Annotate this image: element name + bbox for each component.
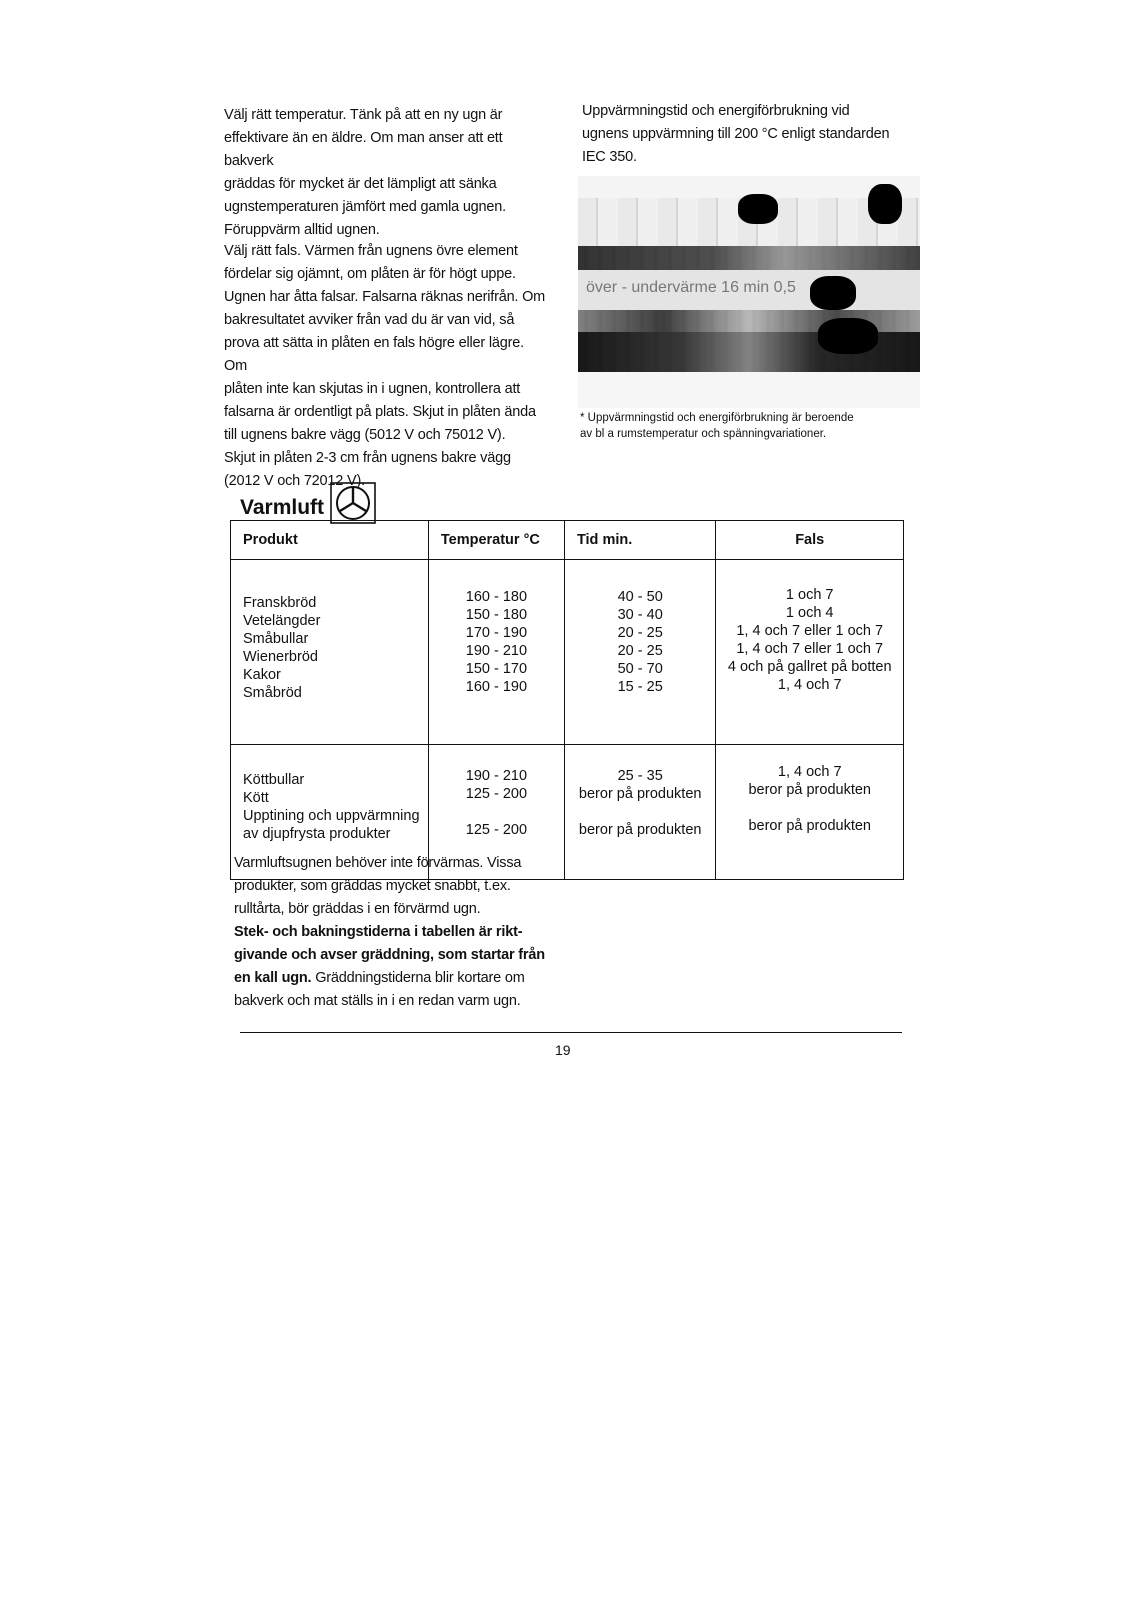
page-number: 19 (555, 1042, 571, 1058)
temp-value: 190 - 210 (465, 768, 528, 784)
fals-value: 1, 4 och 7 eller 1 och 7 (736, 623, 884, 639)
text-line: prova att sätta in plåten en fals högre eller lägre. Om (224, 335, 524, 374)
footnote-line: av bl a rumstemperatur och spänningvariationer. (580, 428, 827, 440)
product-name: Wienerbröd (243, 649, 318, 665)
product-name: Köttbullar (243, 772, 305, 788)
temp-value: 125 - 200 (465, 822, 528, 838)
temp-value: 160 - 180 (465, 589, 528, 605)
section-title: Varmluft (240, 496, 325, 519)
product-name: Kakor (243, 667, 281, 683)
time-value: 50 - 70 (617, 661, 663, 677)
heating-time-intro (582, 100, 914, 169)
temp-value: 190 - 210 (465, 643, 528, 659)
footnote (580, 410, 916, 442)
noise-blob (868, 184, 902, 224)
fals-value: 1 och 4 (785, 605, 834, 621)
text-line: (2012 V och 72012 V). (224, 473, 365, 489)
noise-blob (738, 194, 778, 224)
header-time: Tid min. (564, 521, 716, 560)
fals-cell (716, 568, 904, 745)
header-product: Produkt (231, 521, 429, 560)
text-line: fördelar sig ojämnt, om plåten är för högt uppe. (224, 266, 516, 282)
text-line: Uppvärmningstid och energiförbrukning vid (582, 103, 850, 119)
text-fragment: Gräddningstiderna blir kortare om (311, 970, 525, 986)
table-spacer-row (231, 560, 904, 569)
text-line: bakverk och mat ställs in i en redan varm ugn. (234, 993, 521, 1009)
header-temperature: Temperatur °C (428, 521, 564, 560)
text-line: Skjut in plåten 2-3 cm från ugnens bakre vägg (224, 450, 511, 466)
spacer-cell (564, 560, 716, 569)
temps-cell (428, 568, 564, 745)
rack-position-advice (224, 240, 550, 493)
temperature-advice (224, 104, 548, 242)
noise-blob (810, 276, 856, 310)
product-name: Småbullar (243, 631, 309, 647)
header-fals: Fals (716, 521, 904, 560)
fan-icon (330, 482, 376, 524)
products-cell (231, 568, 429, 745)
noise-blob (818, 318, 878, 354)
temp-value: 150 - 170 (465, 661, 528, 677)
obscured-energy-table (578, 176, 920, 408)
temp-value: 150 - 180 (465, 607, 528, 623)
fals-value: beror på produkten (748, 818, 871, 834)
footer-divider (240, 1032, 902, 1033)
text-line: Varmluftsugnen behöver inte förvärmas. Vissa (234, 855, 522, 871)
noise-band (578, 372, 920, 408)
product-name: Franskbröd (243, 595, 317, 611)
temp-value: 125 - 200 (465, 786, 528, 802)
text-line: effektivare än en äldre. Om man anser att ett bakverk (224, 130, 503, 169)
fals-value: 1, 4 och 7 eller 1 och 7 (736, 641, 884, 657)
fals-value: 4 och på gallret på botten (727, 659, 892, 675)
product-name: Småbröd (243, 685, 302, 701)
times-cell (564, 745, 716, 880)
spacer-cell (231, 560, 429, 569)
text-line: bakresultatet avviker från vad du är van vid, så (224, 312, 515, 328)
time-value: 15 - 25 (617, 679, 663, 695)
text-line: Välj rätt fals. Värmen från ugnens övre element (224, 243, 518, 259)
product-name: Vetelängder (243, 613, 321, 629)
time-value: 20 - 25 (617, 643, 663, 659)
bold-text-line: givande och avser gräddning, som startar från (234, 947, 545, 963)
text-line: Föruppvärm alltid ugnen. (224, 222, 380, 238)
text-line: ugnens uppvärmning till 200 °C enligt standarden (582, 126, 890, 142)
time-value: 25 - 35 (617, 768, 663, 784)
times-cell (564, 568, 716, 745)
text-line: till ugnens bakre vägg (5012 V och 75012 V). (224, 427, 506, 443)
fals-value: 1, 4 och 7 (777, 764, 842, 780)
text-line: Välj rätt temperatur. Tänk på att en ny ugn är (224, 107, 503, 123)
temp-value: 160 - 190 (465, 679, 528, 695)
text-line: gräddas för mycket är det lämpligt att sänka (224, 176, 497, 192)
time-value: beror på produkten (578, 822, 702, 838)
time-value: 30 - 40 (617, 607, 663, 623)
text-line: Ugnen har åtta falsar. Falsarna räknas nerifrån. Om (224, 289, 546, 305)
product-name: Kött (243, 790, 269, 806)
spacer-cell (716, 560, 904, 569)
text-line: rulltårta, bör gräddas i en förvärmd ugn. (234, 901, 481, 917)
time-value: 20 - 25 (617, 625, 663, 641)
text-line: plåten inte kan skjutas in i ugnen, kontrollera att (224, 381, 521, 397)
convection-note (234, 852, 552, 1013)
product-name: av djupfrysta produkter (243, 826, 391, 842)
time-value: 40 - 50 (617, 589, 663, 605)
text-line (234, 967, 552, 990)
text-line: ugnstemperaturen jämfört med gamla ugnen. (224, 199, 506, 215)
fals-value: 1, 4 och 7 (777, 677, 842, 693)
spacer-cell (428, 560, 564, 569)
bold-fragment: en kall ugn. (234, 970, 312, 986)
bold-text-line: Stek- och bakningstiderna i tabellen är rikt- (234, 924, 523, 940)
text-line: falsarna är ordentligt på plats. Skjut in plåten ända (224, 404, 536, 420)
time-value: beror på produkten (578, 786, 702, 802)
footnote-line: * Uppvärmningstid och energiförbrukning är beroende (580, 412, 854, 424)
fals-value: beror på produkten (748, 782, 871, 798)
noise-band (578, 246, 920, 270)
fals-cell (716, 745, 904, 880)
obscured-row-text: över - undervärme 16 min 0,5 (586, 279, 796, 296)
baking-table (230, 520, 904, 880)
product-name: Upptining och uppvärmning (243, 808, 420, 824)
fals-value: 1 och 7 (785, 587, 834, 603)
temp-value: 170 - 190 (465, 625, 528, 641)
text-line: produkter, som gräddas mycket snabbt, t.ex. (234, 878, 511, 894)
table-header-row (231, 521, 904, 560)
table-row (231, 568, 904, 745)
text-line: IEC 350. (582, 149, 637, 165)
